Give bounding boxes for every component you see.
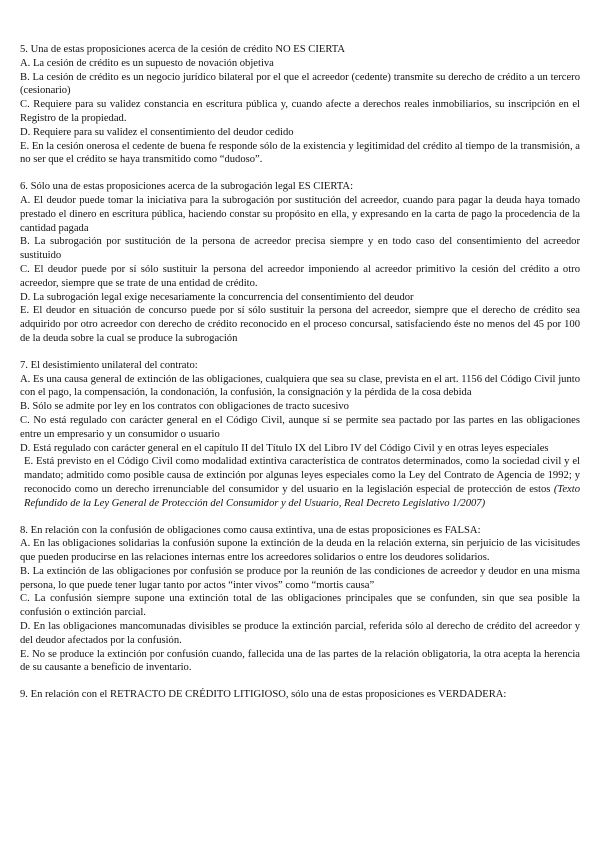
option-c: C. El deudor puede por sí sólo sustituir la persona del acreedor imponiendo al acreedor primitivo la cesión del crédito a otro acreedor, siempre que se trate de una entidad de crédito. bbox=[20, 263, 580, 289]
option-c: C. La confusión siempre supone una extinción total de las obligaciones principales que se confunden, sin que sea posible la confusión o extinción parcial. bbox=[20, 593, 580, 619]
option-e-citation: (Texto Refundido de la Ley General de Protección del Consumidor y del Usuario, Real Decreto Legislativo 1/2007) bbox=[24, 483, 580, 509]
option-e: E. El deudor en situación de concurso puede por sí sólo sustituir la persona del acreedor, siempre que el derecho de crédito sea adquirido por otro acreedor con derecho de crédito reconocido en el proceso concursal, satisfaciendo éste no menos del 45 por 100 de la deuda sobre la cual se produce la subrogación bbox=[20, 305, 580, 344]
option-e: E. No se produce la extinción por confusión cuando, fallecida una de las partes de la relación obligatoria, la otra acepta la herencia de su causante a beneficio de inventario. bbox=[20, 648, 580, 674]
option-b: B. La subrogación por sustitución de la persona de acreedor precisa siempre y en todo caso del consentimiento del acreedor sustituido bbox=[20, 236, 580, 262]
option-d: D. Requiere para su validez el consentimiento del deudor cedido bbox=[20, 126, 294, 138]
option-a: A. El deudor puede tomar la iniciativa para la subrogación por sustitución del acreedor, cuando para pagar la deuda haya tomado prestado el dinero en escritura pública, haciendo constar su propósito en ella, y expresando en la carta de pago la procedencia de la cantidad pagada bbox=[20, 194, 580, 234]
document-page bbox=[20, 43, 580, 715]
option-c: C. No está regulado con carácter general en el Código Civil, aunque sí se permite sea pactado por las partes en las obligaciones entre un empresario y un consumidor o usuario bbox=[20, 414, 580, 440]
option-e-text: E. Está previsto en el Código Civil como modalidad extintiva característica de contratos determinados, como la sociedad civil y el mandato; admitido como posible causa de extinción por algunas leyes especiales como la Ley del Contrato de Agencia de 1992; y reconocido como un derecho irrenunciable del consumidor y del usuario en la legislación especial de protección de estos bbox=[24, 456, 580, 495]
option-c: C. Requiere para su validez constancia en escritura pública y, cuando afecte a derechos reales inmobiliarios, su inscripción en el Registro de la propiedad. bbox=[20, 99, 580, 124]
question-6 bbox=[20, 180, 580, 346]
question-8 bbox=[20, 524, 580, 676]
option-d: D. En las obligaciones mancomunadas divisibles se produce la extinción parcial, referida sólo al derecho de crédito del acreedor y del deudor afectados por la confusión. bbox=[20, 621, 580, 646]
option-e: E. En la cesión onerosa el cedente de buena fe responde sólo de la existencia y legitimidad del crédito al tiempo de la transmisión, a no ser que el crédito se haya transmitido como “dudoso”. bbox=[20, 140, 580, 166]
option-e bbox=[20, 455, 580, 510]
option-b: B. Sólo se admite por ley en los contratos con obligaciones de tracto sucesivo bbox=[20, 401, 349, 413]
option-a: A. La cesión de crédito es un supuesto de novación objetiva bbox=[20, 57, 274, 69]
question-title: 7. El desistimiento unilateral del contrato: bbox=[20, 359, 198, 371]
option-b: B. La cesión de crédito es un negocio jurídico bilateral por el que el acreedor (cedente) transmite su derecho de crédito a un tercero (cesionario) bbox=[20, 71, 580, 97]
question-7 bbox=[20, 359, 580, 511]
option-b: B. La extinción de las obligaciones por confusión se produce por la reunión de las condiciones de acreedor y deudor en una misma persona, lo que puede tener lugar tanto por actos “inter vivos” como “mortis causa” bbox=[20, 565, 580, 591]
question-5 bbox=[20, 43, 580, 167]
option-d: D. La subrogación legal exige necesariamente la concurrencia del consentimiento del deudor bbox=[20, 291, 414, 303]
question-9 bbox=[20, 688, 580, 702]
option-d: D. Está regulado con carácter general en el capítulo II del Título IX del Libro IV del Código Civil y en otras leyes especiales bbox=[20, 442, 549, 454]
question-title: 9. En relación con el RETRACTO DE CRÉDITO LITIGIOSO, sólo una de estas proposiciones es VERDADERA: bbox=[20, 689, 507, 701]
option-a: A. En las obligaciones solidarias la confusión supone la extinción de la deuda en la relación externa, sin perjuicio de las vicisitudes que pueden producirse en las relaciones internas entre los acreedores solidarios o entre los deudores solidarios. bbox=[20, 538, 580, 564]
option-a: A. Es una causa general de extinción de las obligaciones, cualquiera que sea su clase, prevista en el art. 1156 del Código Civil junto con el pago, la compensación, la condonación, la confusión, la consignación y la pérdida de la cosa debida bbox=[20, 373, 580, 399]
question-title: 5. Una de estas proposiciones acerca de la cesión de crédito NO ES CIERTA bbox=[20, 44, 346, 55]
question-title: 6. Sólo una de estas proposiciones acerca de la subrogación legal ES CIERTA: bbox=[20, 181, 354, 193]
question-title: 8. En relación con la confusión de obligaciones como causa extintiva, una de estas proposiciones es FALSA: bbox=[20, 524, 481, 536]
